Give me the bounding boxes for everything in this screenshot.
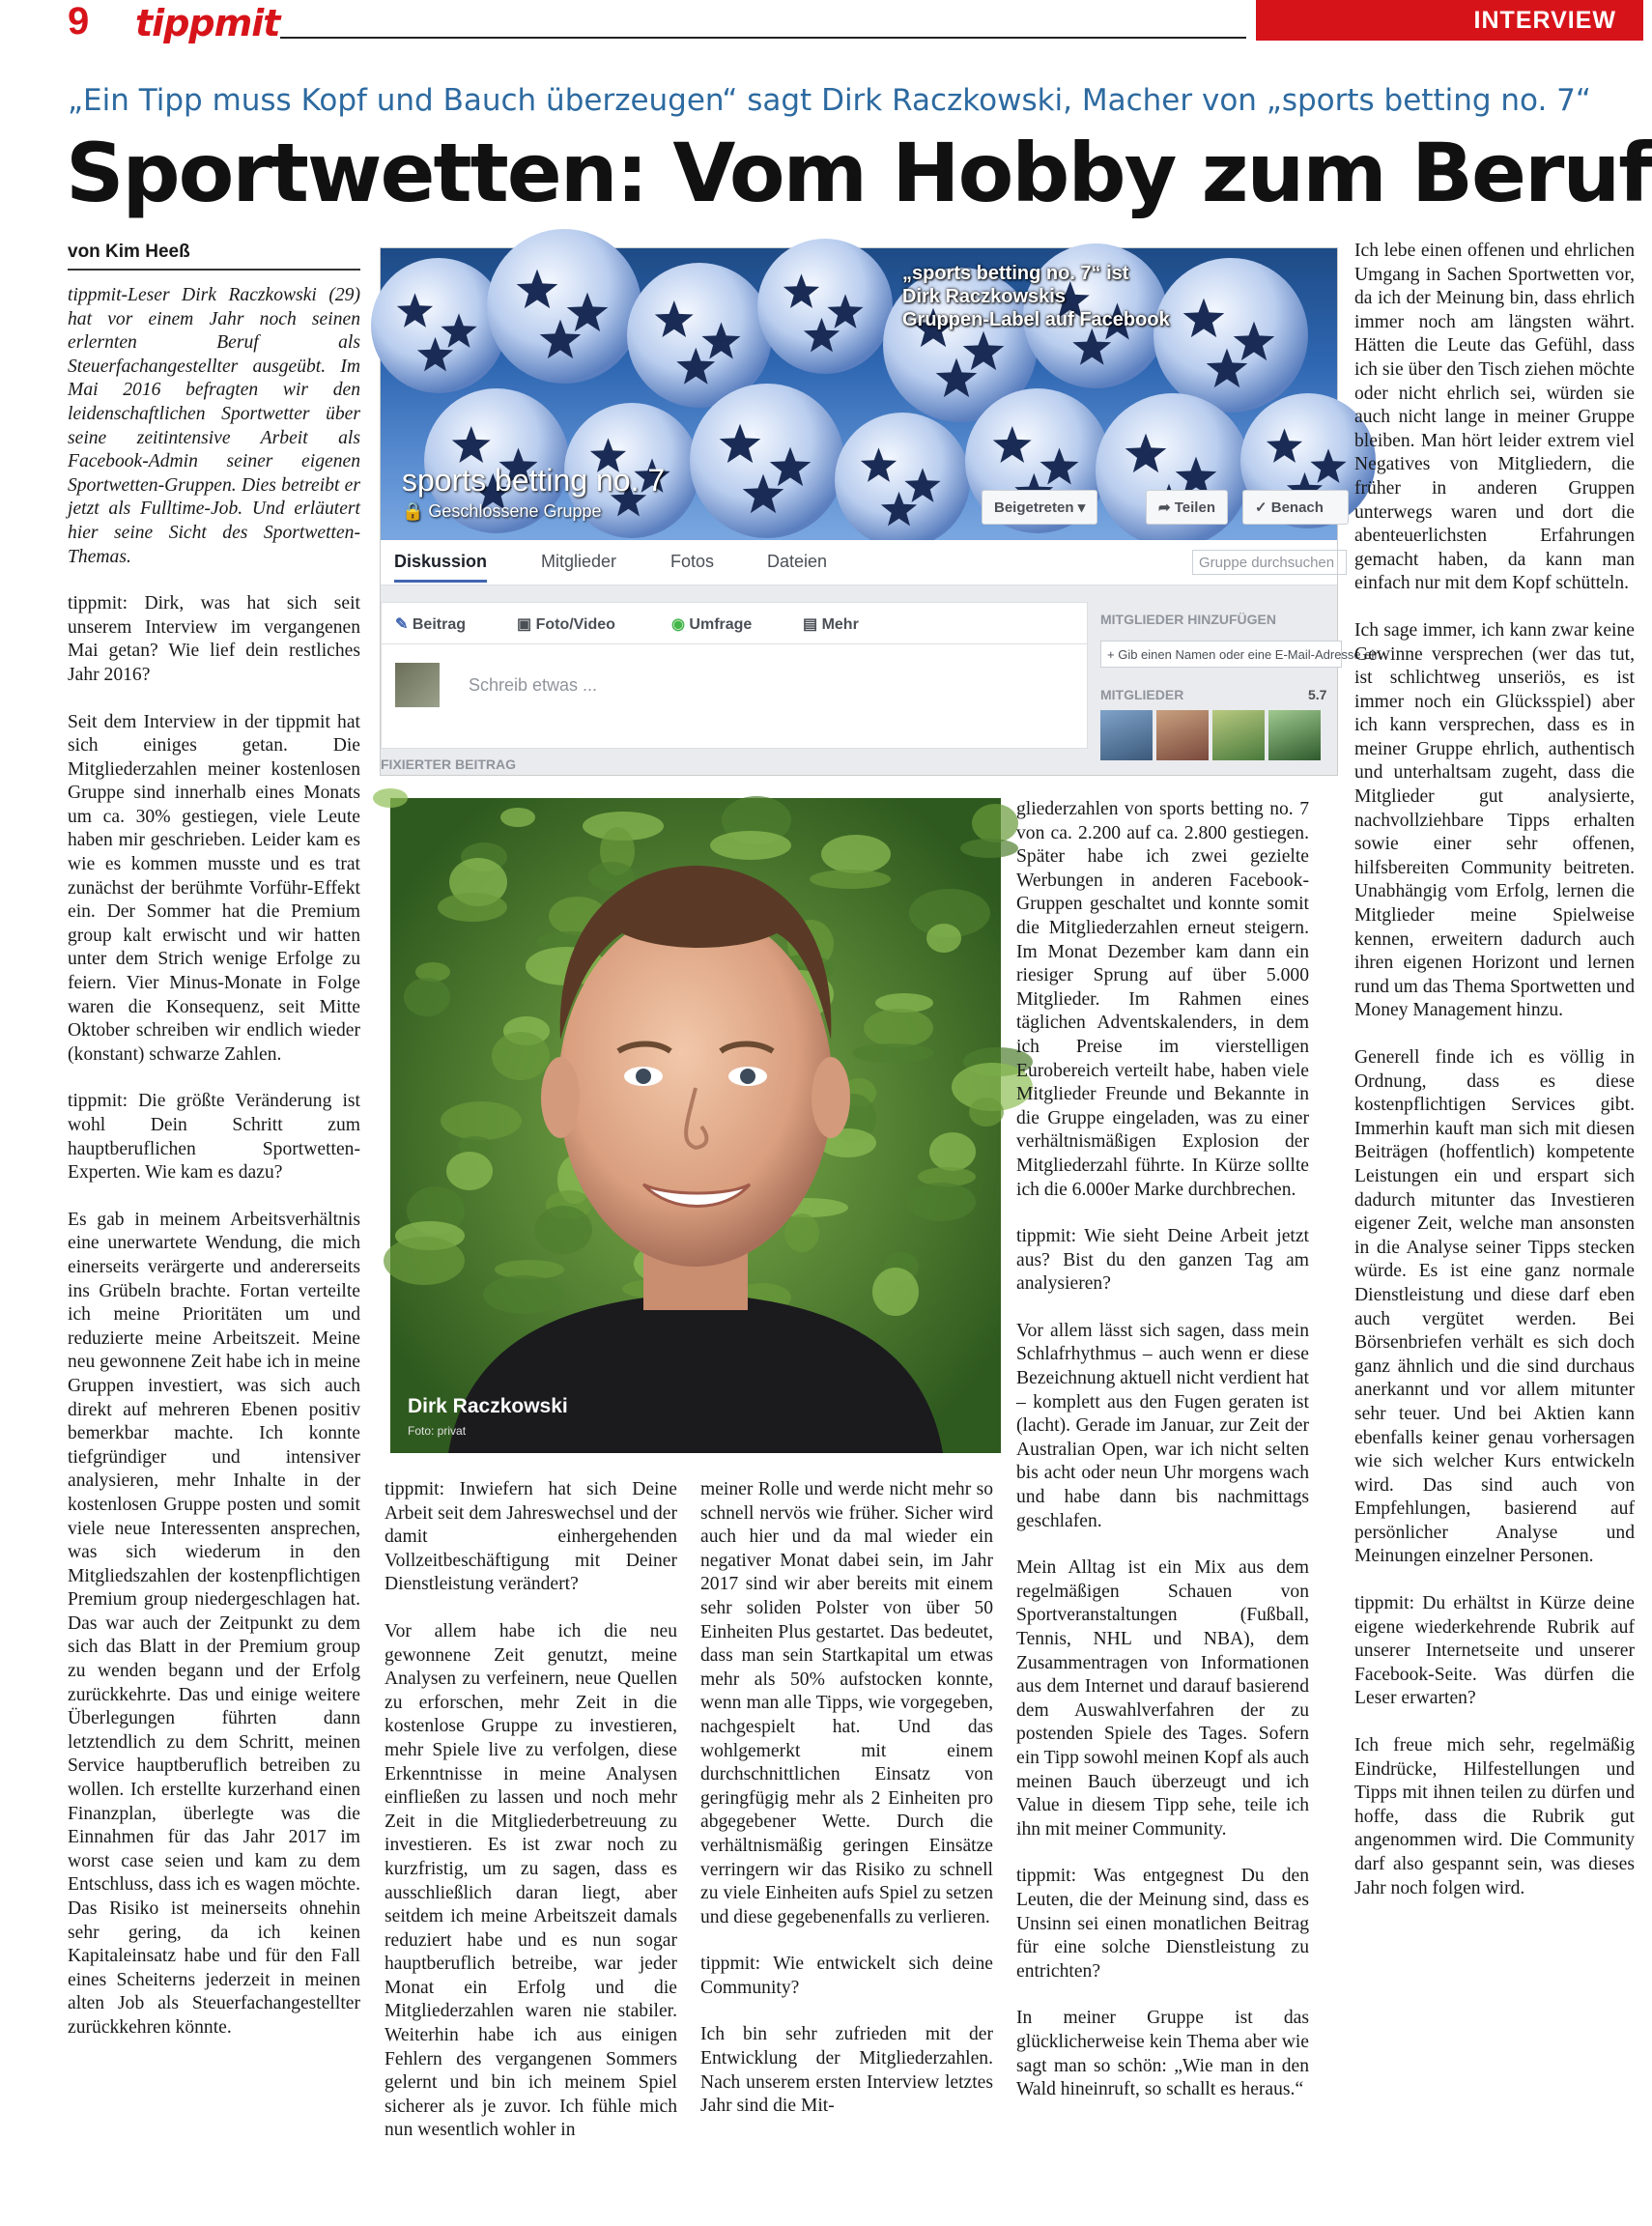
foliage-decoration (441, 1101, 522, 1140)
foliage-decoration (784, 1213, 819, 1252)
foliage-decoration (492, 1032, 550, 1080)
member-avatar[interactable] (1100, 710, 1153, 760)
add-members-heading: MITGLIEDER HINZUFÜGEN (1100, 612, 1276, 627)
foliage-decoration (972, 804, 1018, 842)
question: tippmit: Wie entwickelt sich deine Community? (700, 1954, 993, 1998)
page-number: 9 (68, 0, 90, 43)
headline: Sportwetten: Vom Hobby zum Beruf (66, 126, 1652, 220)
answer: Ich lebe einen offenen und ehrlichen Umgang in Sachen Sportwetten vor, da ich der Meinung bin, dass ehrlich immer noch am längsten währt. Hätten die Leute das Gefühl, dass ich sie über den Tisch ziehen möchte oder nicht ehrlich sei, würden sie auch nicht lange in meiner Gruppe bleiben. Man hört leider extrem viel Negatives von Mitgliedern, die früher in anderen Gruppen unterwegs waren und dort die abenteuerlichsten Erfahrungen gemacht haben, da kann man einfach nur mit dem Kopf schütteln. (1354, 241, 1635, 594)
group-search-input[interactable]: Gruppe durchsuchen (1192, 550, 1347, 575)
answer: meiner Rolle und werde nicht mehr so schnell nervös wie früher. Sicher wird auch hier und da mal wieder ein negativer Monat dabei sein, im Jahr 2017 sind wir aber bereits mit einem sehr soliden Polster von über 50 Einheiten Plus gestartet. Das bedeutet, dass man sein Startkapital um etwas mehr als 50% aufstocken konnte, wenn man alle Tipps, wie vorgegeben, nachgespielt hat. Und das wohlgemerkt mit einem durchschnittlichen Einsatz von geringfügig mehr als 2 Einheiten pro abgegebener Wette. Durch die verhältnismäßig geringen Einsätze verringern wir das Risiko zu schnell zu viele Einheiten aufs Spiel zu setzen und diese gegebenenfalls zu verlieren. (700, 1479, 993, 1927)
members-count: 5.7 (1308, 687, 1327, 702)
facebook-group-screenshot (380, 247, 1381, 776)
members-heading: MITGLIEDER (1100, 687, 1184, 702)
foliage-decoration (373, 788, 408, 808)
pinned-post-label: FIXIERTER BEITRAG (381, 756, 517, 772)
question: tippmit: Dirk, was hat sich seit unserem Interview im vergangenen Mai getan? Wie lief dein restliches Jahr 2016? (68, 593, 360, 685)
poll-icon: ◉ (671, 616, 690, 633)
column-2 (385, 1478, 677, 2166)
answer: Generell finde ich es völlig in Ordnung, dass es diese kostenpflichtigen Services gibt. Immerhin kauft man sich mit diesen Beiträgen (hoffentlich) kompetente Leistungen ein und erspart sich dadurch mitunter das Investieren eigener Zeit, welche man ansonsten in die Analyse seiner Tipps stecken würde. Es ist eine ganz normale Dienstleistung und diese darf eben auch vergütet werden. Bei Börsenbriefen verhält es sich doch ganz ähnlich und die sind durchaus anerkannt und vor allem mitunter sehr teuer. Und bei Aktien kann ebenfalls keiner genau vorhersagen wie sich welcher Kurs entwickeln wird. Das sind auch von Empfehlungen, basierend auf persönlicher Analyse und Meinungen einzelner Personen. (1354, 1047, 1635, 1567)
question: tippmit: Was entgegnest Du den Leuten, die der Meinung sind, dass es Unsinn sei einen monatlichen Beitrag für eine solche Dienstleistung zu entrichten? (1016, 1866, 1309, 1982)
members-panel (1100, 602, 1381, 776)
foliage-decoration (852, 1043, 933, 1063)
column-3 (700, 1478, 993, 2142)
brand-logo: tippmit (135, 2, 280, 44)
member-avatar[interactable] (1212, 710, 1265, 760)
lock-icon: 🔒 (402, 501, 429, 521)
bell-icon: ✓ (1255, 499, 1271, 516)
answer: Vor allem lässt sich sagen, dass mein Schlafrhythmus – auch wenn er diese Bezeichnung aktuell nicht verdient hat – komplett aus den Fugen geraten ist (lacht). Gerade im Januar, zur Zeit der Australian Open, war ich nicht selten bis acht oder neun Uhr morgens wach und habe dann bis nachmittags geschlafen. (1016, 1320, 1309, 1531)
write-post-input[interactable]: Schreib etwas ... (469, 675, 598, 695)
share-button[interactable]: ➦ Teilen (1146, 490, 1228, 525)
tab-discussion[interactable]: Diskussion (394, 552, 487, 583)
group-type: 🔒 Geschlossene Gruppe (402, 501, 602, 521)
foliage-decoration (384, 1237, 465, 1285)
foliage-decoration (960, 839, 1018, 858)
question: tippmit: Du erhältst in Kürze deine eigene wiederkehrende Rubrik auf unserer Internetseite und unserer Facebook-Seite. Was dürfen die Leser erwarten? (1354, 1593, 1635, 1709)
section-label: INTERVIEW (1256, 0, 1643, 41)
answer: Ich freue mich sehr, regelmäßig Eindrücke, Hilfestellungen und Tipps mit ihnen teilen zu dürfen und hoffe, dass die Rubrik gut angenommen wird. Die Community darf also gespannt sein, was dieses Jahr noch folgen wird. (1354, 1735, 1635, 1898)
answer: In meiner Gruppe ist das glücklicherweise kein Thema aber wie sagt man so schön: „Wie man in den Wald hineinruft, so schallt es heraus.“ (1016, 2008, 1309, 2100)
group-tabs (381, 540, 1337, 585)
post-composer (381, 602, 1088, 749)
starball-decoration (835, 413, 970, 548)
share-icon: ➦ (1158, 499, 1175, 516)
answer: Ich sage immer, ich kann zwar keine Gewinne versprechen (wer das tut, ist schlichtweg unseriös, es ist immer noch ein Glücksspiel) aber ich kann versprechen, dass es in meiner Gruppe ehrlich, authentisch und unterhaltsam zugeht, dass die Mitglieder gut analysierte, nachvollziehbare Tipps erhalten sowie einer sehr offenen, hilfsbereiten Community beitreten. Unabhängig vom Erfolg, lernen die Mitglieder meine Spielweise kennen, erweitern dadurch auch ihren eigenen Horizont und lernen rund um das Thema Sportwetten und Money Management hinzu. (1354, 619, 1635, 1021)
question: tippmit: Inwiefern hat sich Deine Arbeit seit dem Jahreswechsel und der damit einhergehenden Vollzeitbeschäftigung mit Deiner Dienstleistung verändert? (385, 1479, 677, 1595)
foliage-decoration (929, 1132, 976, 1171)
answer: Mein Alltag ist ein Mix aus dem regelmäßigen Schauen von Sportveranstaltungen (Fußball, Tennis, NHL und NBA), dem Zusammentragen von Informationen aus dem Internet und darauf basierend dem Auswahlverfahren der zu postenden Spiele des Tages. Sofern ein Tipp sowohl meinen Kopf als auch meinen Bauch überzeugt und ich Value in diesem Tipp sehe, teile ich ihn mit meiner Community. (1016, 1557, 1309, 1840)
camera-icon: ▣ (517, 616, 536, 633)
foliage-decoration (483, 1275, 564, 1314)
column-1 (68, 284, 360, 2064)
photo-caption: Dirk Raczkowski (408, 1395, 568, 1417)
starball-decoration (690, 384, 844, 538)
pencil-icon: ✎ (395, 616, 413, 633)
foliage-decoration (438, 893, 507, 922)
starball-decoration (757, 239, 893, 374)
photo-credit: Foto: privat (408, 1424, 467, 1438)
column-4 (1016, 798, 1309, 2126)
foliage-decoration (710, 831, 791, 860)
foliage-decoration (404, 978, 450, 1016)
answer: Es gab in meinem Arbeitsverhältnis eine unerwartete Wendung, die mich einerseits verärgerte und andererseits ins Grübeln brachte. Fortan verteilte ich meine Prioritäten um und reduzierte meine Arbeitszeit. Meine neu gewonnene Zeit habe ich in meine Gruppen investiert, was sich auch direkt auf mehreren Ebenen positiv bemerkbar machte. Ich konnte tiefgründiger und intensiver analysieren, mehr Inhalte in der kostenlosen Gruppe posten und somit viele neue Interessenten ansprechen, was sich wiederum in den Mitgliedszahlen der kostenpflichtigen Premium group niedergeschlagen hat. Das war auch der Zeitpunkt zu dem sich das Blatt in der Premium group zu wenden begann und der Erfolg zurückkehrte. Das und einige weitere Überlegungen führten dann letztendlich zu dem Schritt, meinen Service hauptberuflich betreiben zu wollen. Ich erstellte kurzerhand einen Finanzplan, überlegte was die Einnahmen für das Jahr 2017 im worst case seien und kam zu dem Entschluss, dass ich es wagen möchte. Das Risiko ist meinerseits ohnehin sehr gering, da ich keinen Kapitaleinsatz habe und für den Fall eines Scheiterns jederzeit in meinen alten Job als Steuerfachangestellter zurückkehren könnte. (68, 1209, 360, 2038)
foliage-decoration (872, 1268, 919, 1316)
joined-button[interactable]: Beigetreten ▾ (982, 490, 1097, 525)
starball-decoration (487, 229, 641, 384)
answer: Ich bin sehr zufrieden mit der Entwicklung der Mitgliederzahlen. Nach unserem ersten Interview letztes Jahr sind die Mit- (700, 2024, 993, 2117)
byline: von Kim Heeß (68, 242, 360, 271)
tab-members[interactable]: Mitglieder (541, 552, 617, 571)
kicker: „Ein Tipp muss Kopf und Bauch überzeugen“ sagt Dirk Raczkowski, Macher von „sports betting no. 7“ (68, 83, 1591, 118)
foliage-decoration (534, 1206, 592, 1254)
cover-image (381, 248, 1337, 540)
question: tippmit: Wie sieht Deine Arbeit jetzt aus? Bist du den ganzen Tag am analysieren? (1016, 1226, 1309, 1295)
tab-photos[interactable]: Fotos (670, 552, 715, 571)
notifications-button[interactable]: ✓ Benach (1242, 490, 1349, 525)
starball-decoration (1154, 258, 1308, 413)
member-avatar[interactable] (1156, 710, 1209, 760)
foliage-decoration (446, 1152, 493, 1190)
tab-files[interactable]: Dateien (767, 552, 828, 571)
foliage-decoration (906, 1183, 976, 1221)
screenshot-caption: „sports betting no. 7“ ist Dirk Raczkowskis Gruppen-Label auf Facebook (902, 263, 1170, 330)
question: tippmit: Die größte Veränderung ist wohl Dein Schritt zum hauptberuflichen Sportwetten-Experten. Wie kam es dazu? (68, 1091, 360, 1184)
foliage-decoration (821, 835, 891, 873)
column-5 (1354, 240, 1635, 1924)
more-action[interactable]: ▤ Mehr (803, 616, 859, 633)
foliage-decoration (500, 808, 535, 827)
post-action[interactable]: ✎ Beitrag (395, 616, 466, 633)
photo-video-action[interactable]: ▣ Foto/Video (517, 616, 615, 633)
foliage-decoration (969, 1098, 1004, 1127)
avatar (395, 663, 440, 707)
answer: gliederzahlen von sports betting no. 7 von ca. 2.200 auf ca. 2.800 gestiegen. Später habe ich zwei gezielte Werbungen in anderen Facebook-Gruppen geschaltet und konnte somit die Mitgliederzahlen erneut steigern. Im Monat Dezember kam dann ein riesiger Sprung auf über 5.000 Mitglieder. Im Rahmen eines täglichen Adventskalenders, in dem ich Preise im vierstelligen Eurobereich verteilt habe, haben viele Mitglieder Freunde und Bekannte in die Gruppe eingeladen, was zu einer verhältnismäßigen Explosion der Mitgliederzahl führte. In Kürze sollte ich die 6.000er Marke durchbrechen. (1016, 799, 1309, 1200)
starball-decoration (371, 258, 506, 393)
more-icon: ▤ (803, 616, 822, 633)
header-rule (280, 37, 1246, 39)
intro-paragraph: tippmit-Leser Dirk Raczkowski (29) hat vor einem Jahr noch seinen erlernten Beruf als Steuerfachangestellter ausgeübt. Im Mai 2016 befragten wir den leidenschaftlichen Sportwetter über seine zeitintensive Arbeit als Facebook-Admin seiner eigenen Sportwetten-Gruppen. Dies betreibt er jetzt als Fulltime-Job. Und erläutert hier seine Sicht des Sportwetten-Themas. (68, 285, 360, 567)
foliage-decoration (864, 1009, 933, 1047)
answer: Seit dem Interview in der tippmit hat sich einiges getan. Die Mitgliederzahlen meiner kostenlosen Gruppe sind innerhalb eines Monats um ca. 30% gestiegen, viele Leute haben mir geschrieben. Leider kam es wie es kommen musste und es trat zunächst der berühmte Vorführ-Effekt ein. Der Sommer hat die Premium group kalt erwischt und wir hatten unter dem Strich wenige Erfolge zu feiern. Vier Minus-Monate in Folge waren die Konsequenz, seit Mitte Oktober schreiben wir endlich wieder (konstant) schwarze Zahlen. (68, 711, 360, 1065)
group-name: sports betting no. 7 (402, 463, 666, 498)
portrait-photo (390, 798, 1001, 1453)
poll-action[interactable]: ◉ Umfrage (671, 616, 753, 633)
add-member-input[interactable]: + Gib einen Namen oder eine E-Mail-Adresse ein (1100, 641, 1342, 668)
answer: Vor allem habe ich die neu gewonnene Zeit genutzt, meine Analysen zu verfeinern, neue Quellen zu erforschen, mehr Zeit in die kostenlose Gruppe zu investieren, mehr Spiele live zu verfolgen, diese Erkenntnisse in meine Analysen einfließen zu lassen und noch mehr Zeit in die Mitgliederbetreuung zu investieren. Es ist zwar noch zu kurzfristig, um zu sagen, dass es ausschließlich daran liegt, aber seitdem ich meine Arbeitszeit damals reduziert habe und es nun sogar hauptberuflich betreibe, war jeder Monat ein Erfolg und die Mitgliederzahlen waren nie stabiler. Weiterhin habe ich aus einigen Fehlern des vergangenen Sommers gelernt und bin ich meinem Spiel sicherer als je zuvor. Ich fühle mich nun wesentlich wohler in (385, 1620, 677, 2141)
foliage-decoration (810, 870, 891, 889)
foliage-decoration (926, 924, 961, 953)
member-avatar[interactable] (1268, 710, 1321, 760)
